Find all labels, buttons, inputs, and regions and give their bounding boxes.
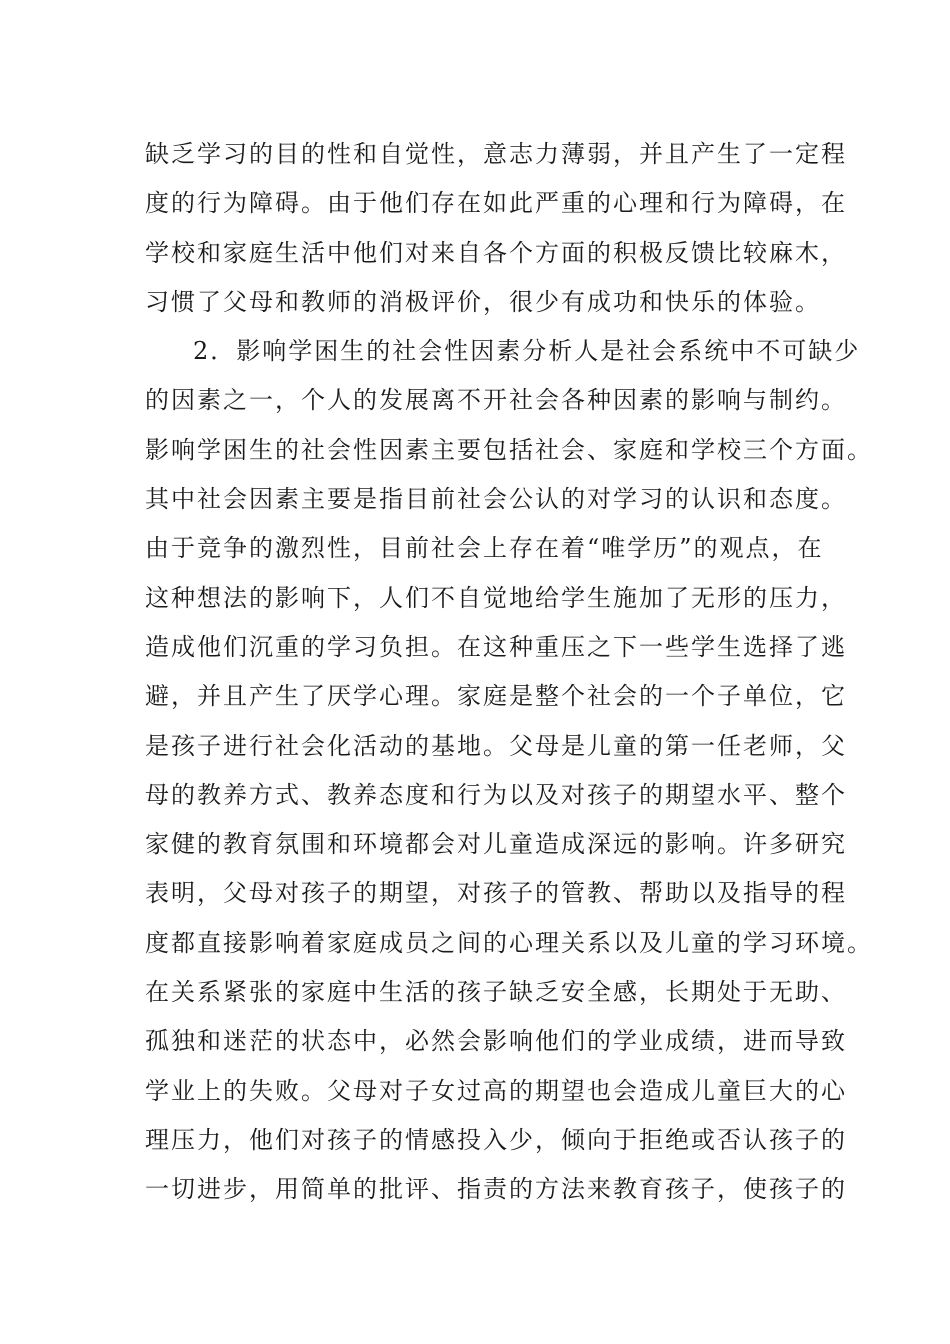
text-line: 理压力，他们对孩子的情感投入少，倾向于拒绝或否认孩子的 xyxy=(145,1125,847,1154)
text-line: 缺乏学习的目的性和自觉性，意志力薄弱，并且产生了一定程 xyxy=(145,140,847,168)
text-line: 避，并且产生了厌学心理。家庭是整个社会的一个子单位，它 xyxy=(145,682,847,711)
text-line: 家健的教育氛围和环境都会对儿童造成深远的影响。许多研究 xyxy=(145,830,847,859)
text-line: 影响学困生的社会性因素主要包括社会、家庭和学校三个方面。 xyxy=(145,435,873,464)
text-line: 其中社会因素主要是指目前社会公认的对学习的认识和态度。 xyxy=(145,485,847,514)
text-line: 表明，父母对孩子的期望，对孩子的管教、帮助以及指导的程 xyxy=(145,879,847,908)
text-line: 这种想法的影响下，人们不自觉地给学生施加了无形的压力， xyxy=(145,583,847,612)
text-line: 造成他们沉重的学习负担。在这种重压之下一些学生选择了逃 xyxy=(145,632,847,661)
text-line: 是孩子进行社会化活动的基地。父母是儿童的第一任老师，父 xyxy=(145,731,847,760)
text-line: 度的行为障碍。由于他们存在如此严重的心理和行为障碍，在 xyxy=(145,189,847,218)
section-heading-line: 2．影响学困生的社会性因素分析人是社会系统中不可缺少 xyxy=(193,337,861,366)
text-line: 母的教养方式、教养态度和行为以及对孩子的期望水平、整个 xyxy=(145,780,847,809)
body-text xyxy=(145,130,873,1215)
text-line: 度都直接影响着家庭成员之间的心理关系以及儿童的学习环境。 xyxy=(145,928,873,957)
text-line: 孤独和迷茫的状态中，必然会影响他们的学业成绩，进而导致 xyxy=(145,1027,847,1056)
text-line: 一切进步，用简单的批评、指责的方法来教育孩子，使孩子的 xyxy=(145,1175,847,1204)
text-line: 习惯了父母和教师的消极评价，很少有成功和快乐的体验。 xyxy=(145,287,821,316)
text-line: 的因素之一，个人的发展离不开社会各种因素的影响与制约。 xyxy=(145,386,847,415)
text-line: 由于竞争的激烈性，目前社会上存在着“唯学历”的观点，在 xyxy=(145,534,824,563)
text-line: 在关系紧张的家庭中生活的孩子缺乏安全感，长期处于无助、 xyxy=(145,978,847,1007)
text-line: 学业上的失败。父母对子女过高的期望也会造成儿童巨大的心 xyxy=(145,1076,847,1105)
text-line: 学校和家庭生活中他们对来自各个方面的积极反馈比较麻木， xyxy=(145,238,847,267)
